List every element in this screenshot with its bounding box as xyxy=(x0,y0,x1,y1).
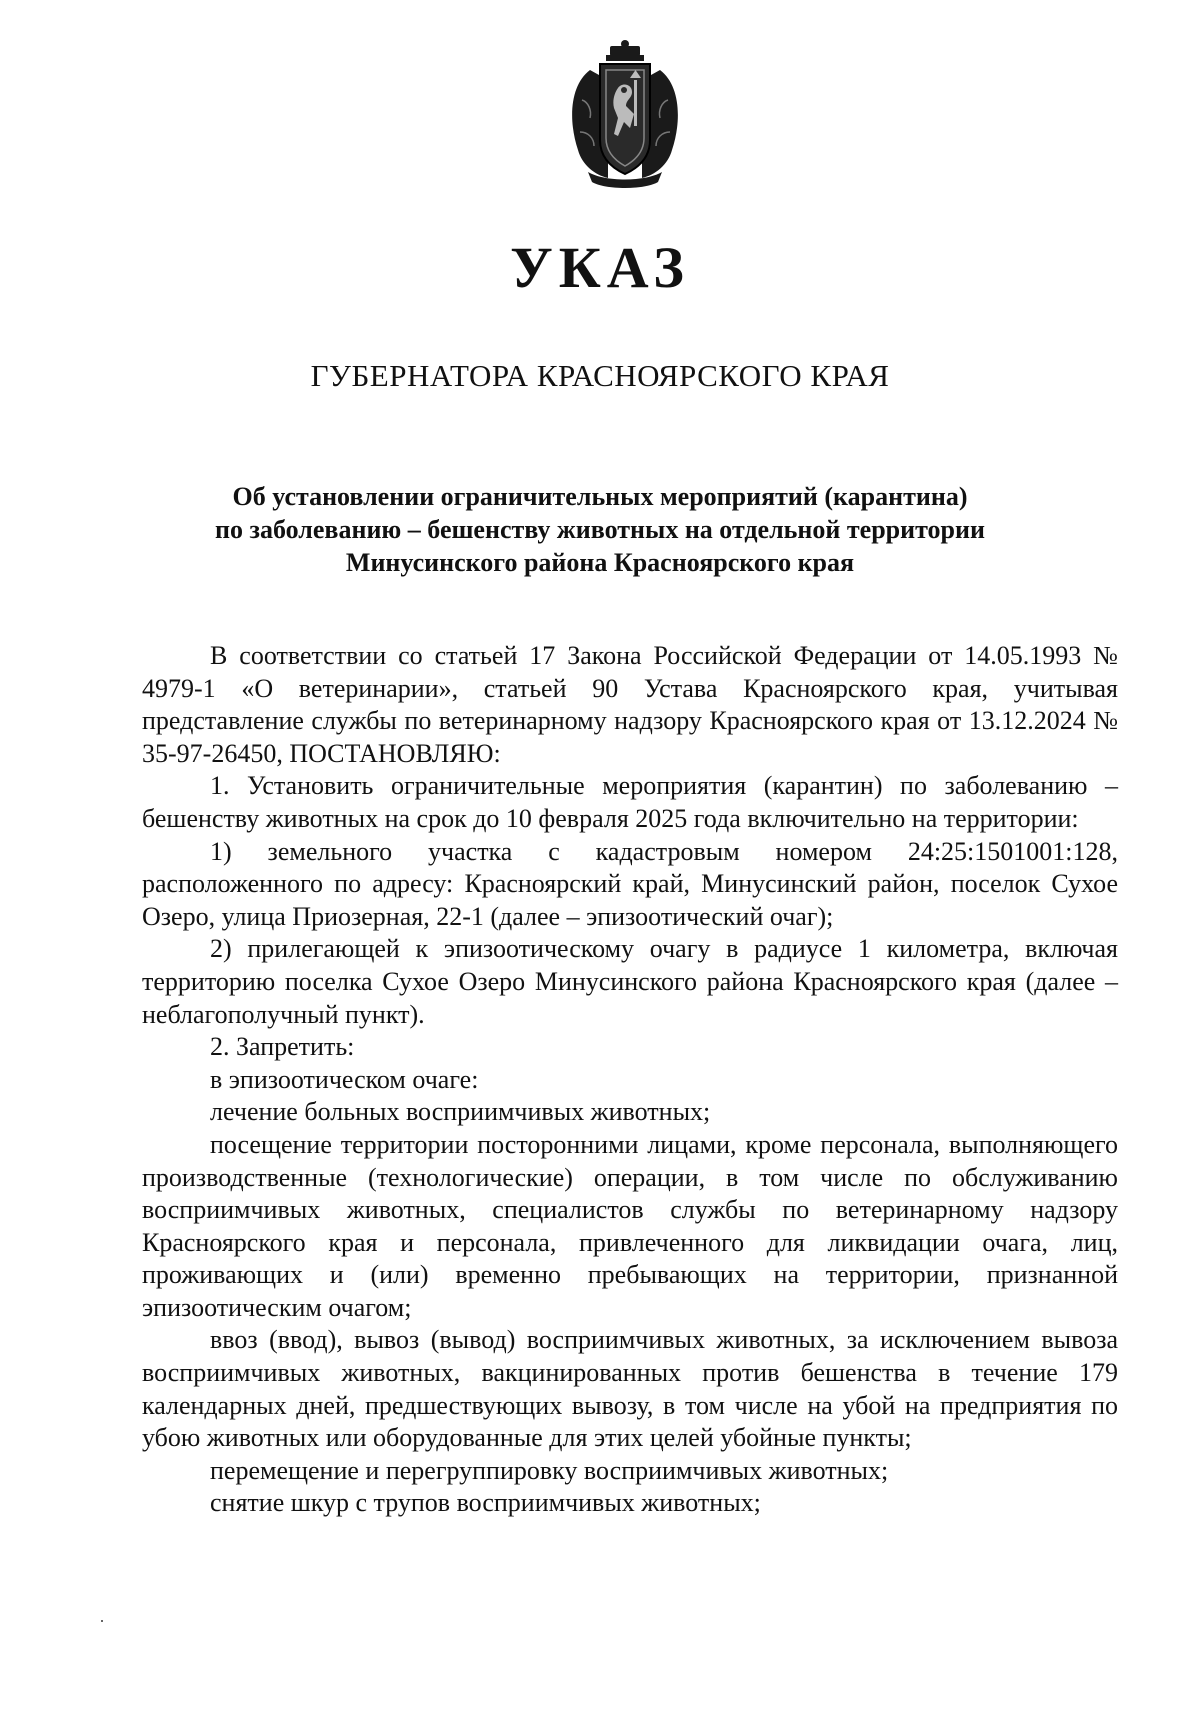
document-title: УКАЗ xyxy=(510,235,690,300)
document-subtitle: ГУБЕРНАТОРА КРАСНОЯРСКОГО КРАЯ xyxy=(310,358,890,393)
paragraph-list-item: перемещение и перегруппировку восприимчивых животных; xyxy=(210,1455,889,1485)
paragraph-list-item: лечение больных восприимчивых животных; xyxy=(210,1097,711,1127)
heading-line: Минусинского района Красноярского края xyxy=(345,548,855,577)
paragraph-preamble: В соответствии со статьей 17 Закона Российской Федерации от 14.05.1993 № 4979-1 «О ветеринарии», статьей 90 Устава Красноярского края, учитывая представление службы по ветеринарному надзору Красноярского края от 13.12.2024 № 35-97-26450, ПОСТАНОВЛЯЮ: xyxy=(142,641,1118,768)
paragraph-subclause-1-1: 1) земельного участка с кадастровым номером 24:25:1501001:128, расположенного по адресу: Красноярский край, Минусинский район, поселок Сухое Озеро, улица Приозерная, 22-1 (далее – эпизоотический очаг); xyxy=(142,836,1118,931)
coat-of-arms-icon xyxy=(560,40,690,190)
paragraph-list-item: ввоз (ввод), вывоз (вывод) восприимчивых животных, за исключением вывоза восприимчивых животных, вакцинированных против бешенства в течение 179 календарных дней, предшествующих вывозу, в том числе на убой на предприятия по убою животных или оборудованные для этих целей убойные пункты; xyxy=(142,1325,1118,1453)
scan-speck xyxy=(101,1620,103,1622)
document-heading xyxy=(140,480,1060,579)
paragraph-clause-2: 2. Запретить: xyxy=(210,1032,355,1062)
paragraph-list-intro: в эпизоотическом очаге: xyxy=(210,1064,479,1094)
paragraph-clause-1: 1. Установить ограничительные мероприятия (карантин) по заболеванию – бешенству животных на срок до 10 февраля 2025 года включительно на территории: xyxy=(142,771,1118,833)
paragraph-list-item: снятие шкур с трупов восприимчивых животных; xyxy=(210,1488,761,1518)
paragraph-subclause-1-2: 2) прилегающей к эпизоотическому очагу в радиусе 1 километра, включая территорию поселка Сухое Озеро Минусинского района Красноярского края (далее – неблагополучный пункт). xyxy=(142,934,1118,1029)
heading-line: по заболеванию – бешенству животных на отдельной территории xyxy=(215,515,985,544)
paragraph-list-item: посещение территории посторонними лицами, кроме персонала, выполняющего производственные (технологические) операции, в том числе по обслуживанию восприимчивых животных, специалистов службы по ветеринарному надзору Красноярского края и персонала, привлеченного для ликвидации очага, лиц, проживающих и (или) временно пребывающих на территории, признанной эпизоотическим очагом; xyxy=(142,1129,1118,1322)
document-body xyxy=(142,640,1118,1520)
heading-line: Об установлении ограничительных мероприятий (карантина) xyxy=(232,482,968,511)
